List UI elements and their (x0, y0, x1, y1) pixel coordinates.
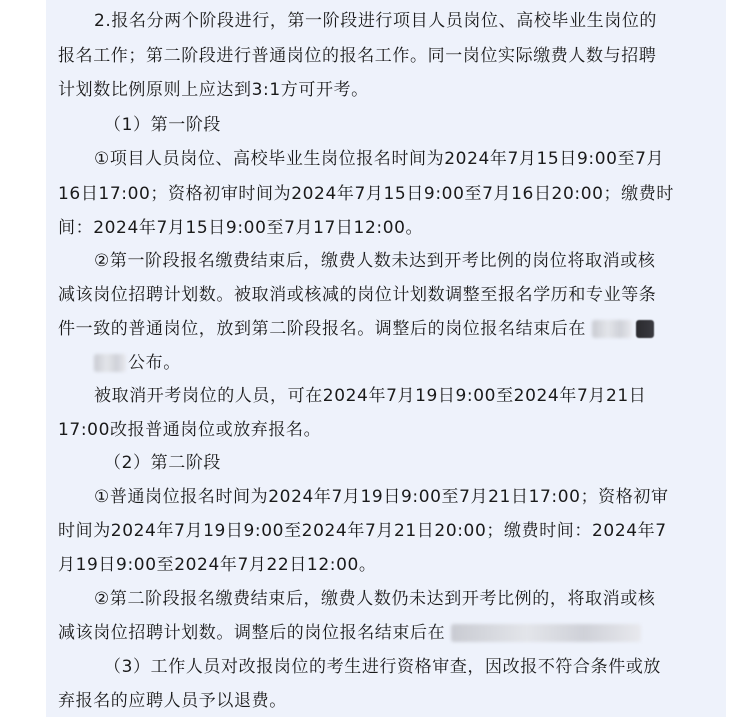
paragraph-line: 减该岗位招聘计划数。调整后的岗位报名结束后在 (58, 622, 641, 644)
paragraph-line: 报名工作；第二阶段进行普通岗位的报名工作。同一岗位实际缴费人数与招聘 (58, 46, 657, 66)
redacted-blur (592, 320, 632, 338)
paragraph-line: ①普通岗位报名时间为2024年7月19日9:00至7月21日17:00；资格初审 (94, 487, 669, 507)
section-heading: （2）第二阶段 (104, 453, 222, 473)
paragraph-line: （3）工作人员对改报岗位的考生进行资格审查，因改报不符合条件或放 (104, 657, 662, 677)
paragraph-line: 弃报名的应聘人员予以退费。 (58, 691, 287, 711)
paragraph-line: 计划数比例原则上应达到3:1方可开考。 (58, 80, 369, 100)
section-heading: （1）第一阶段 (104, 115, 222, 135)
paragraph-line: 月19日9:00至2024年7月22日12:00。 (58, 555, 377, 575)
paragraph-line: 件一致的普通岗位，放到第二阶段报名。调整后的岗位报名结束后在 (58, 318, 654, 340)
paragraph-line: 17:00改报普通岗位或放弃报名。 (58, 420, 322, 440)
redacted-blur (451, 624, 641, 642)
paragraph-line: 被取消开考岗位的人员，可在2024年7月19日9:00至2024年7月21日 (94, 386, 647, 406)
paragraph-line: 2.报名分两个阶段进行，第一阶段进行项目人员岗位、高校毕业生岗位的 (94, 11, 658, 31)
paragraph-line: 16日17:00；资格初审时间为2024年7月15日9:00至7月16日20:00；缴费时 (58, 184, 674, 204)
paragraph-line: ②第二阶段报名缴费结束后，缴费人数仍未达到开考比例的，将取消或核 (94, 589, 656, 609)
paragraph-line: 时间为2024年7月19日9:00至2024年7月21日20:00；缴费时间：2024年7 (58, 521, 667, 541)
redacted-blur (94, 354, 126, 372)
redacted-blur (636, 320, 654, 338)
paragraph-line: 减该岗位招聘计划数。被取消或核减的岗位计划数调整至报名学历和专业等条 (58, 285, 657, 305)
paragraph-line: 公布。 (94, 352, 181, 374)
paragraph-line: ①项目人员岗位、高校毕业生岗位报名时间为2024年7月15日9:00至7月 (94, 149, 665, 169)
paragraph-line: 间：2024年7月15日9:00至7月17日12:00。 (58, 218, 424, 238)
paragraph-line: ②第一阶段报名缴费结束后，缴费人数未达到开考比例的岗位将取消或核 (94, 251, 656, 271)
